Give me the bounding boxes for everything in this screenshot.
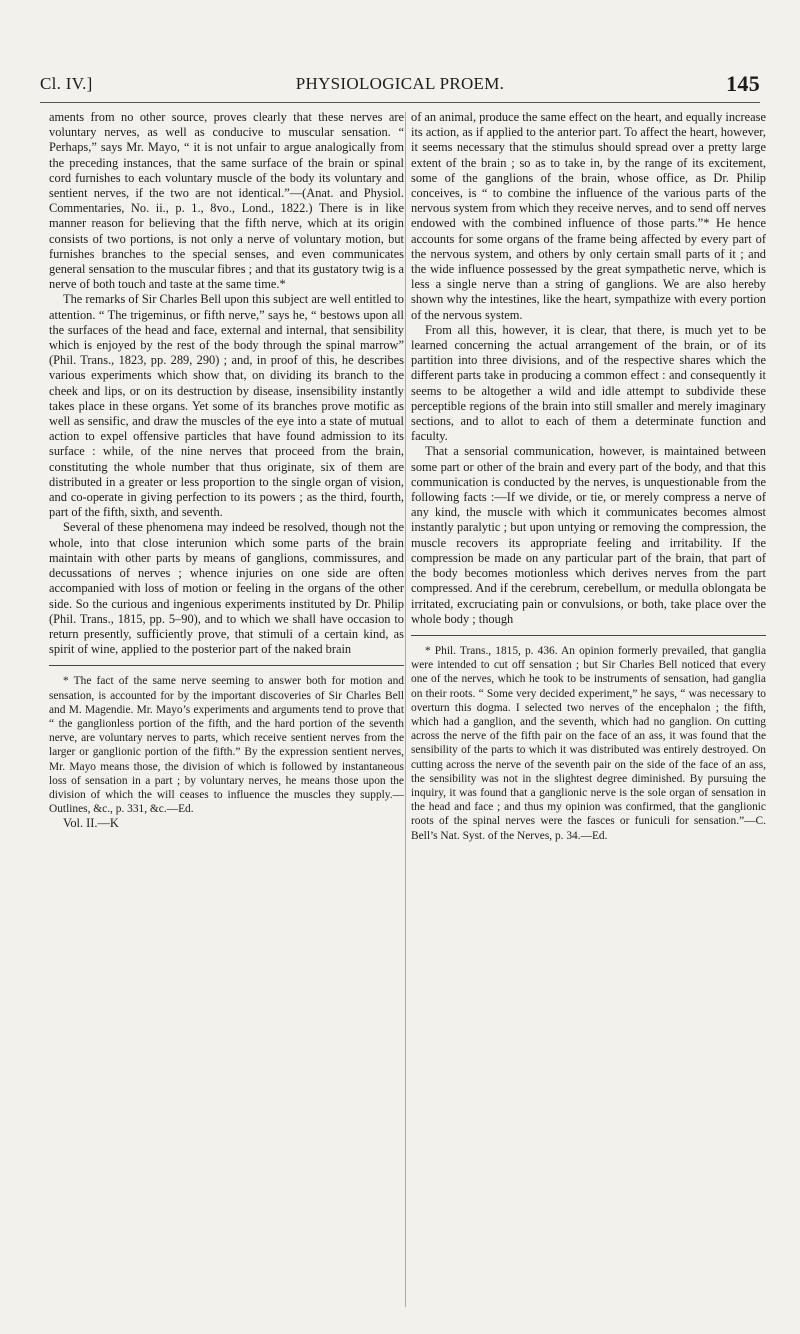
body-paragraph: aments from no other source, proves clearly that these nerves are voluntary nerves, as well as conducive to muscular sensation. “ Perhaps,” says Mr. Mayo, “ it is not unfair to argue analogically from the preceding instances, that the same surface of the brain or spinal cord furnishes to each voluntary muscle of the body its voluntary and sentient nerves, if the two are not identical.”—(Anat. and Physiol. Commentaries, No. ii., p. 1., 8vo., Lond., 1822.) There is in like manner reason for believing that the fifth nerve, which at its origin consists of two portions, is not only a nerve of voluntary motion, but furnishes branches to the special senses, and even communicates general sensation to the muscular fibres ; and that its gustatory twig is a nerve of both touch and taste at the same time.* [49,110,404,292]
chapter-reference: Cl. IV.] [40,74,93,93]
footnote-rule [411,635,766,636]
footnote: * The fact of the same nerve seeming to answer both for motion and sensation, is accounted for by the important discoveries of Sir Charles Bell and M. Magendie. Mr. Mayo’s experiments and arguments tend to prove that “ the ganglionless portion of the fifth, and the hard portion of the seventh nerve, are voluntary nerves to parts, which receive sentient nerves from the larger or ganglionic portion of the fifth.” By the expression sentient nerves, Mr. Mayo means those, the division of which is followed by instantaneous loss of sensation in a part ; by voluntary nerves, he means those upon the division of which the will ceases to influence the muscles they supply.—Outlines, &c., p. 331, &c.—Ed. [49,675,404,816]
left-column [49,110,404,832]
column-divider [405,112,406,1307]
running-head [40,71,760,102]
footnote-rule [49,665,404,666]
running-title: PHYSIOLOGICAL PROEM. [295,74,505,93]
body-paragraph: of an animal, produce the same effect on the heart, and equally increase its action, as if applied to the anterior part. To affect the heart, however, it seems necessary that the stimulus should spread over a pretty large extent of the brain ; so as to take in, by the range of its excitement, some of the ganglions of the brain, whose office, as Dr. Philip conceives, is “ to combine the influence of the various parts of the nervous system from which they receive nerves, and to send off nerves endowed with the combined influence of those parts.”* He hence accounts for some organs of the frame being affected by every part of the nervous system, and others by only certain small parts of it ; and the wide influence possessed by the great sympathetic nerve, which is less a single nerve than a string of ganglions. We are also hereby shown why the intestines, like the heart, sympathize with every portion of the nervous system. [411,110,766,322]
body-paragraph: From all this, however, it is clear, that there, is much yet to be learned concerning the actual arrangement of the brain, or of its partition into three divisions, and of the respective shares which the different parts take in producing a common effect : and consequently it seems to be altogether a wild and idle attempt to subdivide these perceptible regions of the brain into still smaller and merely imaginary sections, and to allot to each of them a determinate function and faculty. [411,322,766,444]
footnote: * Phil. Trans., 1815, p. 436. An opinion formerly prevailed, that ganglia were intended to cut off sensation ; but Sir Charles Bell noticed that every one of the nerves, which he took to be instruments of sensation, had ganglia on their roots. “ Some very decided experiment,” he says, “ was necessary to overturn this dogma. I selected two nerves of the encephalon ; the fifth, which had a ganglion, and the seventh, which had no ganglion. On cutting across the nerve of the fifth pair on the face of an ass, it was found that the sensibility of the parts to which it was distributed was entirely destroyed. On cutting across the nerve of the seventh pair on the side of the face of an ass, the sensibility was not in the slightest degree diminished. By pursuing the inquiry, it was found that a ganglionic nerve is the sole organ of sensation in the head and face ; and thus my opinion was confirmed, that the ganglionic roots of the spinal nerves were the fasces or funiculi for sensation.”—C. Bell’s Nat. Syst. of the Nerves, p. 34.—Ed. [411,644,766,842]
body-paragraph: The remarks of Sir Charles Bell upon this subject are well entitled to attention. “ The trigeminus, or fifth nerve,” says he, “ bestows upon all the surfaces of the head and face, external and internal, that sensibility which is enjoyed by the rest of the body through the spinal marrow” (Phil. Trans., 1823, pp. 289, 290) ; and, in proof of this, he describes various experiments which show that, on dividing its branch to the cheek and lips, or on its destruction by disease, insensibility instantly takes place in these organs. Yet some of its branches prove motific as well as sensific, and draw the muscles of the eye into a state of mutual action to expel offensive particles that have found admission to its surface : while, of the nine nerves that proceed from the brain, constituting the whole number that thus originate, six of them are distributed in a greater or less proportion to the single organ of vision, and co-operate in giving perfection to its powers ; as the third, fourth, part of the fifth, sixth, and seventh. [49,292,404,520]
signature-mark: Vol. II.—K [63,816,119,831]
body-paragraph: That a sensorial communication, however, is maintained between some part or other of the brain and every part of the body, and that this communication is conducted by the nerves, is unquestionable from the following facts :—If we divide, or tie, or merely compress a nerve of any kind, the muscle with which it communicates becomes almost instantly paralytic ; but upon untying or removing the compression, the muscle recovers its appropriate feeling and irritability. If the compression be made on any particular part of the brain, that part of the body becomes motionless which derives nerves from the part compressed. And if the cerebrum, cerebellum, or medulla oblongata be irritated, excruciating pain or convulsions, or both, take place over the whole body ; though [411,444,766,626]
right-column [411,110,766,843]
body-paragraph: Several of these phenomena may indeed be resolved, though not the whole, into that close interunion which some parts of the brain maintain with other parts by means of ganglions, commissures, and decussations of nerves ; whence injuries on one side are often accompanied with loss of motion or feeling in the organs of the other side. So the curious and ingenious experiments instituted by Dr. Philip (Phil. Trans., 1815, pp. 5–90), and to which we shall have occasion to return presently, sufficiently prove, that stimuli of a certain kind, as spirit of wine, applied to the posterior part of the naked brain [49,520,404,657]
page-number: 145 [726,71,760,96]
header-rule [40,102,760,103]
